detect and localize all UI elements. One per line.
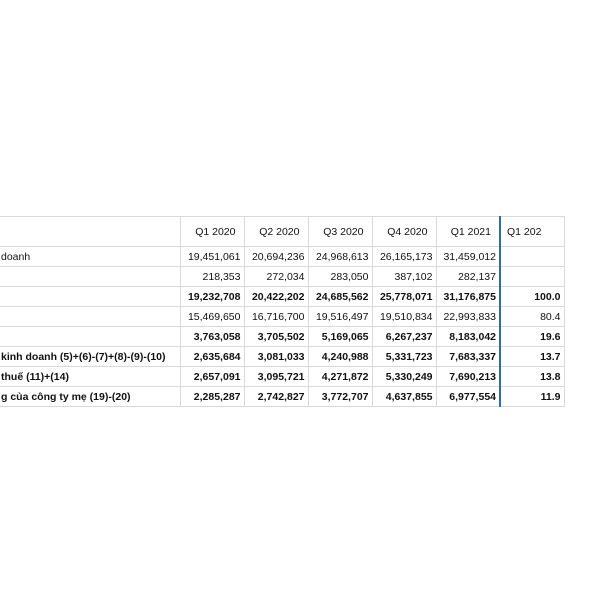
- value-cell[interactable]: 7,690,213: [436, 367, 500, 387]
- value-cell[interactable]: 3,772,707: [308, 387, 372, 407]
- row-label-cell[interactable]: [0, 267, 180, 287]
- value-cell[interactable]: 8,183,042: [436, 327, 500, 347]
- value-cell[interactable]: 3,763,058: [180, 327, 244, 347]
- value-cell[interactable]: 6,267,237: [372, 327, 436, 347]
- value-cell[interactable]: 26,165,173: [372, 247, 436, 267]
- value-cell[interactable]: 19,516,497: [308, 307, 372, 327]
- value-cell[interactable]: 13.7: [500, 347, 564, 367]
- value-cell[interactable]: 100.0: [500, 287, 564, 307]
- header-cell-label[interactable]: [0, 217, 180, 247]
- value-cell[interactable]: 5,169,065: [308, 327, 372, 347]
- table-row: [0, 327, 564, 347]
- value-cell[interactable]: 5,330,249: [372, 367, 436, 387]
- header-cell-q4-2020[interactable]: Q4 2020: [372, 217, 436, 247]
- value-cell[interactable]: 2,285,287: [180, 387, 244, 407]
- header-cell-q1-2021[interactable]: Q1 2021: [436, 217, 500, 247]
- value-cell[interactable]: 2,742,827: [244, 387, 308, 407]
- table-row: [0, 307, 564, 327]
- value-cell[interactable]: 4,637,855: [372, 387, 436, 407]
- spreadsheet-grid[interactable]: [0, 216, 600, 403]
- header-cell-q3-2020[interactable]: Q3 2020: [308, 217, 372, 247]
- value-cell[interactable]: 19,451,061: [180, 247, 244, 267]
- row-label-cell[interactable]: [0, 307, 180, 327]
- value-cell[interactable]: 15,469,650: [180, 307, 244, 327]
- value-cell[interactable]: 31,176,875: [436, 287, 500, 307]
- header-cell-q2-2020[interactable]: Q2 2020: [244, 217, 308, 247]
- row-label-cell[interactable]: g của công ty mẹ (19)-(20): [0, 387, 180, 407]
- value-cell[interactable]: 19,510,834: [372, 307, 436, 327]
- value-cell[interactable]: 19.6: [500, 327, 564, 347]
- header-cell-q1-2021-pct[interactable]: Q1 202: [500, 217, 564, 247]
- table-row: [0, 287, 564, 307]
- header-cell-q1-2020[interactable]: Q1 2020: [180, 217, 244, 247]
- value-cell[interactable]: [500, 267, 564, 287]
- header-row: [0, 217, 564, 247]
- value-cell[interactable]: 16,716,700: [244, 307, 308, 327]
- value-cell[interactable]: 22,993,833: [436, 307, 500, 327]
- financial-table: [0, 216, 565, 407]
- row-label-cell[interactable]: [0, 327, 180, 347]
- row-label-cell[interactable]: thuế (11)+(14): [0, 367, 180, 387]
- value-cell[interactable]: 24,685,562: [308, 287, 372, 307]
- table-row: [0, 267, 564, 287]
- table-row: [0, 347, 564, 367]
- value-cell[interactable]: 20,694,236: [244, 247, 308, 267]
- value-cell[interactable]: [500, 247, 564, 267]
- value-cell[interactable]: 13.8: [500, 367, 564, 387]
- value-cell[interactable]: 7,683,337: [436, 347, 500, 367]
- table-row: [0, 367, 564, 387]
- value-cell[interactable]: 2,635,684: [180, 347, 244, 367]
- value-cell[interactable]: 5,331,723: [372, 347, 436, 367]
- value-cell[interactable]: 3,095,721: [244, 367, 308, 387]
- value-cell[interactable]: 3,705,502: [244, 327, 308, 347]
- value-cell[interactable]: 3,081,033: [244, 347, 308, 367]
- row-label-cell[interactable]: kinh doanh (5)+(6)-(7)+(8)-(9)-(10): [0, 347, 180, 367]
- value-cell[interactable]: 387,102: [372, 267, 436, 287]
- value-cell[interactable]: 20,422,202: [244, 287, 308, 307]
- value-cell[interactable]: 4,240,988: [308, 347, 372, 367]
- row-label-cell[interactable]: [0, 287, 180, 307]
- value-cell[interactable]: 25,778,071: [372, 287, 436, 307]
- value-cell[interactable]: 31,459,012: [436, 247, 500, 267]
- value-cell[interactable]: 11.9: [500, 387, 564, 407]
- value-cell[interactable]: 80.4: [500, 307, 564, 327]
- value-cell[interactable]: 4,271,872: [308, 367, 372, 387]
- table-row: [0, 247, 564, 267]
- value-cell[interactable]: 24,968,613: [308, 247, 372, 267]
- value-cell[interactable]: 6,977,554: [436, 387, 500, 407]
- value-cell[interactable]: 19,232,708: [180, 287, 244, 307]
- row-label-cell[interactable]: doanh: [0, 247, 180, 267]
- value-cell[interactable]: 283,050: [308, 267, 372, 287]
- value-cell[interactable]: 272,034: [244, 267, 308, 287]
- value-cell[interactable]: 218,353: [180, 267, 244, 287]
- value-cell[interactable]: 2,657,091: [180, 367, 244, 387]
- value-cell[interactable]: 282,137: [436, 267, 500, 287]
- table-row: [0, 387, 564, 407]
